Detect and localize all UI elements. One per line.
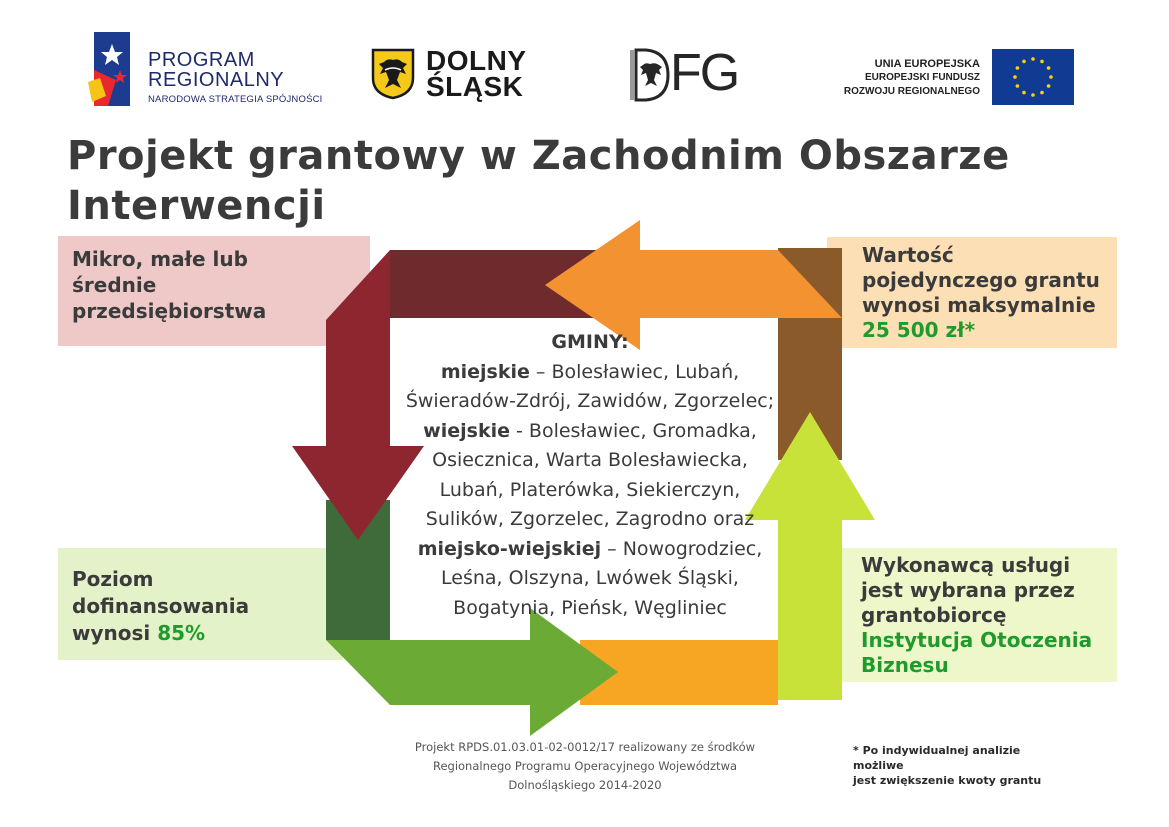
slask-line: ŚLĄSK [426, 71, 524, 102]
wiejskie-line [380, 417, 800, 447]
fundusz-line: EUROPEJSKI FUNDUSZ [864, 72, 980, 83]
unia-line: UNIA EUROPEJSKA [874, 58, 980, 70]
grant-amount: 25 500 zł* [862, 318, 976, 342]
program-regionalny-subtitle: NARODOWA STRATEGIA SPÓJNOŚCI [148, 94, 323, 105]
asterisk-note-line: * Po indywidualnej analizie możliwe [853, 744, 1021, 772]
ioib-line: Instytucja Otoczenia [861, 628, 1093, 652]
title-line-2: Interwencji [67, 183, 326, 229]
box-beneficiaries-line: przedsiębiorstwa [72, 299, 267, 323]
wiejskie-line: Osiecznica, Warta Bolesławiecka, [432, 449, 748, 471]
box-funding-level-line: Poziom [72, 567, 154, 591]
wiejskie-text: - Bolesławiec, Gromadka, [509, 419, 757, 442]
box-funding-level-line: dofinansowania [72, 594, 250, 618]
regionalny-line: REGIONALNY [148, 69, 285, 91]
miejskie-label: miejskie [440, 360, 530, 383]
miejsko-wiejskie-line: Leśna, Olszyna, Lwówek Śląski, [441, 567, 739, 589]
wiejskie-line: Lubań, Platerówka, Siekierczyn, [439, 478, 741, 501]
miejskie-line: Świeradów-Zdrój, Zawidów, Zgorzelec; [405, 390, 775, 412]
title-line-1: Projekt grantowy w Zachodnim Obszarze [67, 133, 1010, 179]
program-line: PROGRAM [148, 49, 255, 71]
box-contractor-line: jest wybrana przez [861, 578, 1075, 602]
box-grant-value-line: pojedynczego grantu [862, 268, 1100, 292]
funding-percent: 85% [157, 621, 206, 645]
box-contractor-line: Wykonawcą usługi [861, 553, 1071, 577]
miejsko-wiejskie-line [380, 535, 800, 565]
asterisk-note [853, 743, 1073, 788]
dolny-line: DOLNY [426, 45, 527, 76]
miejsko-wiejskie-text: – Nowogrodziec, [601, 537, 763, 560]
ioib-line: Biznesu [861, 653, 949, 677]
project-footnote-line: Regionalnego Programu Operacyjnego Województwa [432, 759, 738, 773]
asterisk-note-line: jest zwiększenie kwoty grantu [853, 774, 1042, 787]
miejsko-wiejskie-line: Bogatynia, Pieńsk, Węgliniec [453, 596, 727, 619]
dfg-wordmark: FG [670, 44, 739, 102]
wiejskie-label: wiejskie [423, 419, 510, 442]
box-grant-value-line: wynosi maksymalnie [862, 293, 1096, 317]
project-footnote [395, 738, 775, 795]
wiejskie-line: Sulików, Zgorzelec, Zagrodno oraz [425, 508, 755, 530]
box-beneficiaries-line: średnie [72, 273, 157, 297]
gminy-list [380, 328, 800, 623]
rozwoj-line: ROZWOJU REGIONALNEGO [843, 86, 980, 97]
box-contractor-line: grantobiorcę [861, 603, 1007, 627]
project-footnote-line: Projekt RPDS.01.03.01-02-0012/17 realizowany ze środków [414, 740, 756, 754]
box-grant-value-line: Wartość [862, 243, 954, 267]
miejsko-wiejskie-label: miejsko-wiejskiej [417, 537, 602, 560]
funding-prefix: wynosi [72, 621, 158, 645]
project-footnote-line: Dolnośląskiego 2014-2020 [508, 778, 662, 792]
miejskie-text: – Bolesławiec, Lubań, [529, 360, 740, 383]
miejskie-line [380, 358, 800, 388]
gminy-heading: GMINY: [551, 331, 629, 353]
box-beneficiaries-line: Mikro, małe lub [72, 247, 248, 271]
